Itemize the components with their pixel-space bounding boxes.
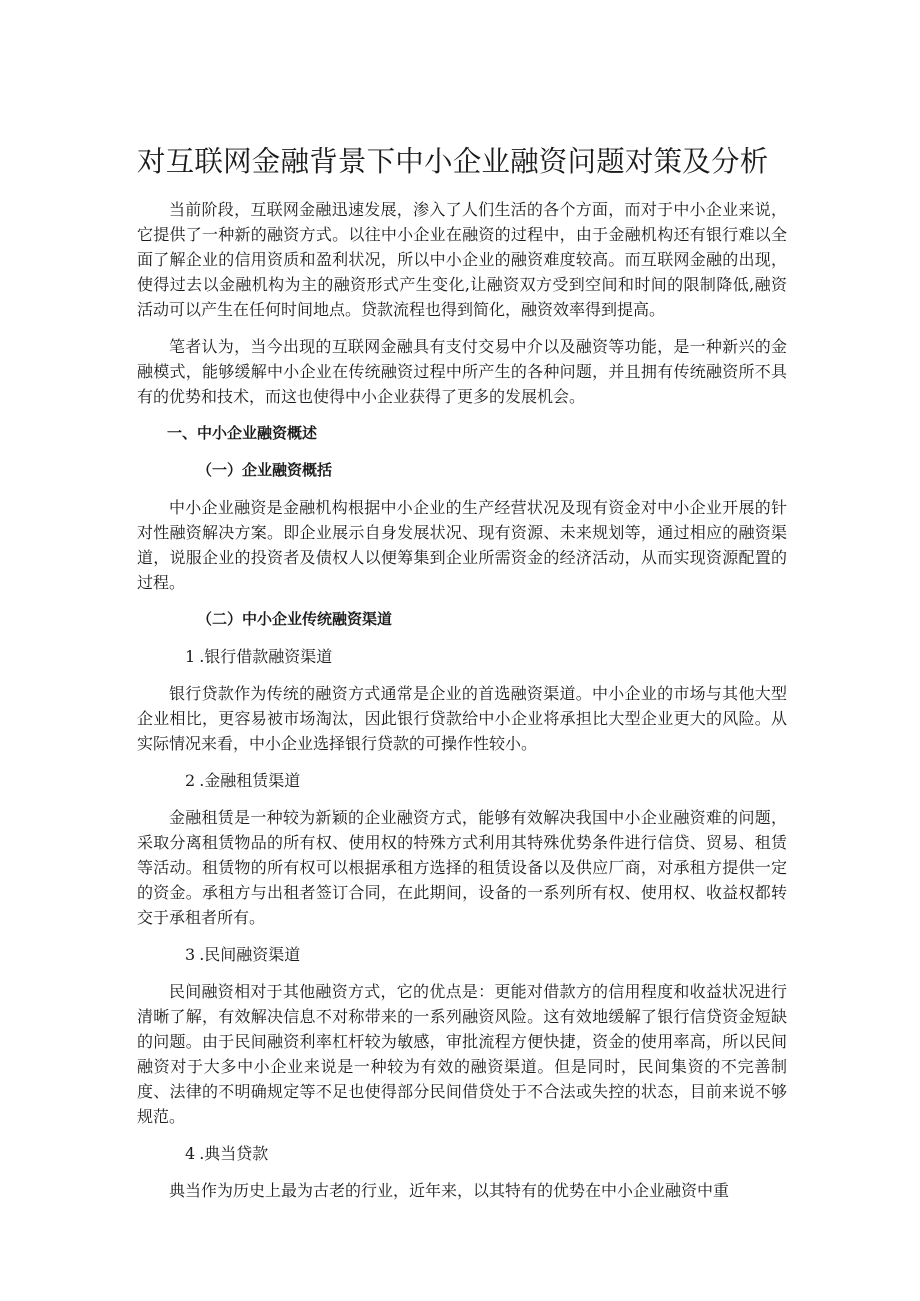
paragraph-intro-1: 当前阶段，互联网金融迅速发展，渗入了人们生活的各个方面，而对于中小企业来说，它提供了一种新的融资方式。以往中小企业在融资的过程中，由于金融机构还有银行难以全面了解企业的信用资质和盈利状况，所以中小企业的融资难度较高。而互联网金融的出现，使得过去以金融机构为主的融资形式产生变化,让融资双方受到空间和时间的限制降低,融资活动可以产生在任何时间地点。贷款流程也得到简化，融资效率得到提高。 [137,200,787,319]
paragraph-private: 民间融资相对于其他融资方式，它的优点是：更能对借款方的信用程度和收益状况进行清晰了解，有效解决信息不对称带来的一系列融资风险。这有效地缓解了银行信贷资金短缺的问题。由于民间融资利率杠杆较为敏感，审批流程方便快捷，资金的使用率高，所以民间融资对于大多中小企业来说是一种较为有效的融资渠道。但是同时，民间集资的不完善制度、法律的不明确规定等不足也使得部分民间借贷处于不合法或失控的状态，目前来说不够规范。 [137,982,787,1126]
list-item-number: 3 [185,945,196,964]
list-item-bank-loan [137,644,787,669]
paragraph-bank: 银行贷款作为传统的融资方式通常是企业的首选融资渠道。中小企业的市场与其他大型企业相比，更容易被市场淘汰，因此银行贷款给中小企业将承担比大型企业更大的风险。从实际情况来看，中小企业选择银行贷款的可操作性较小。 [137,684,787,753]
paragraph-leasing: 金融租赁是一种较为新颖的企业融资方式，能够有效解决我国中小企业融资难的问题，采取分离租赁物品的所有权、使用权的特殊方式利用其特殊优势条件进行信贷、贸易、租赁等活动。租赁物的所有权可以根据承租方选择的租赁设备以及供应厂商，对承租方提供一定的资金。承租方与出租者签订合同，在此期间，设备的一系列所有权、使用权、收益权都转交于承租者所有。 [137,808,787,927]
subsection-heading-1: （一）企业融资概括 [197,461,333,479]
list-item-label: .民间融资渠道 [199,945,301,964]
paragraph-pawn: 典当作为历史上最为古老的行业，近年来，以其特有的优势在中小企业融资中重 [169,1181,730,1200]
list-item-number: 4 [185,1144,196,1163]
list-item-label: .金融租赁渠道 [199,771,301,790]
paragraph-overview: 中小企业融资是金融机构根据中小企业的生产经营状况及现有资金对中小企业开展的针对性融资解决方案。即企业展示自身发展状况、现有资源、未来规划等，通过相应的融资渠道，说服企业的投资者及债权人以便筹集到企业所需资金的经济活动，从而实现资源配置的过程。 [137,498,787,592]
section-heading-1: 一、中小企业融资概述 [167,424,318,442]
paragraph-intro-2: 笔者认为，当今出现的互联网金融具有支付交易中介以及融资等功能，是一种新兴的金融模式，能够缓解中小企业在传统融资过程中所产生的各种问题，并且拥有传统融资所不具有的优势和技术，而这也使得中小企业获得了更多的发展机会。 [137,337,787,406]
list-item-label: .典当贷款 [199,1144,269,1163]
list-item-private-finance [137,942,787,967]
subsection-heading-2: （二）中小企业传统融资渠道 [197,610,393,628]
list-item-number: 2 [185,771,196,790]
list-item-pawn-loan [137,1141,787,1166]
list-item-label: .银行借款融资渠道 [199,647,333,666]
document-title: 对互联网金融背景下中小企业融资问题对策及分析 [137,145,769,178]
list-item-leasing [137,768,787,793]
document-page [137,140,787,1215]
list-item-number: 1 [185,647,196,666]
